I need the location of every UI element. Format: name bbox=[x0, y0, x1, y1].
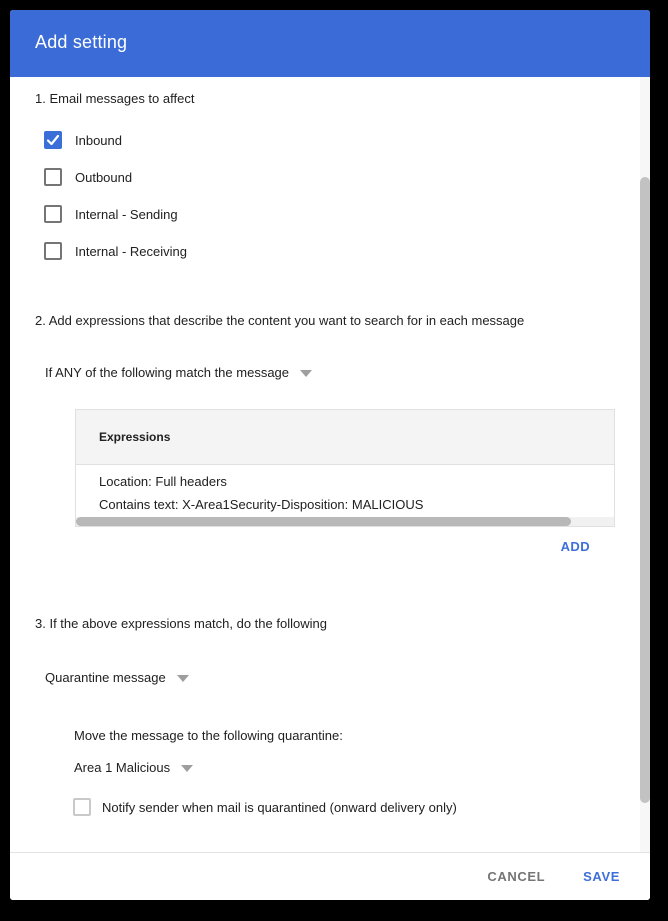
expressions-table-header bbox=[76, 410, 614, 465]
outbound-checkbox[interactable] bbox=[44, 168, 62, 186]
expression-row: Contains text: X-Area1Security-Disposition: MALICIOUS bbox=[99, 497, 424, 512]
quarantine-destination-label: Move the message to the following quarantine: bbox=[74, 728, 343, 743]
quarantine-dropdown[interactable] bbox=[74, 758, 193, 776]
dialog-title: Add setting bbox=[35, 32, 128, 52]
inbound-checkbox[interactable] bbox=[44, 131, 62, 149]
expression-row: Location: Full headers bbox=[99, 474, 227, 489]
checkbox-label: Inbound bbox=[75, 132, 122, 148]
notify-sender-checkbox[interactable] bbox=[73, 798, 91, 816]
checkbox-label: Internal - Sending bbox=[75, 206, 178, 222]
dropdown-arrow-icon bbox=[177, 675, 189, 682]
dialog-header bbox=[10, 10, 650, 77]
checkbox-label: Internal - Receiving bbox=[75, 243, 187, 259]
internal-sending-checkbox[interactable] bbox=[44, 205, 62, 223]
match-type-dropdown-value: If ANY of the following match the message bbox=[45, 364, 290, 380]
checkbox-row-inbound[interactable] bbox=[44, 128, 187, 152]
checkbox-label: Notify sender when mail is quarantined (onward delivery only) bbox=[102, 799, 457, 815]
checkbox-label: Outbound bbox=[75, 169, 133, 185]
expressions-table bbox=[75, 409, 615, 527]
dialog-footer bbox=[10, 852, 650, 900]
expressions-table-header-label: Expressions bbox=[99, 430, 171, 444]
checkbox-row-internal-receiving[interactable] bbox=[44, 239, 187, 263]
dropdown-arrow-icon bbox=[181, 765, 193, 772]
section2-heading: 2. Add expressions that describe the content you want to search for in each message bbox=[35, 313, 525, 328]
check-icon bbox=[44, 131, 62, 149]
action-dropdown-value: Quarantine message bbox=[45, 669, 166, 685]
message-type-checkbox-group bbox=[44, 128, 187, 276]
action-dropdown[interactable] bbox=[45, 668, 189, 686]
expressions-table-body bbox=[76, 465, 614, 516]
internal-receiving-checkbox[interactable] bbox=[44, 242, 62, 260]
checkbox-row-outbound[interactable] bbox=[44, 165, 187, 189]
horizontal-scrollbar-thumb[interactable] bbox=[76, 517, 571, 526]
section1-heading: 1. Email messages to affect bbox=[35, 91, 195, 106]
section3-heading: 3. If the above expressions match, do the following bbox=[35, 616, 327, 631]
save-button[interactable]: SAVE bbox=[583, 869, 620, 884]
match-type-dropdown[interactable] bbox=[45, 363, 312, 381]
dropdown-arrow-icon bbox=[300, 370, 312, 377]
add-setting-dialog bbox=[10, 10, 650, 900]
checkbox-row-internal-sending[interactable] bbox=[44, 202, 187, 226]
checkbox-row-notify-sender[interactable] bbox=[73, 795, 457, 819]
quarantine-dropdown-value: Area 1 Malicious bbox=[74, 759, 171, 775]
vertical-scrollbar-thumb[interactable] bbox=[640, 177, 650, 803]
cancel-button[interactable]: CANCEL bbox=[487, 869, 546, 884]
horizontal-scrollbar[interactable] bbox=[76, 517, 614, 526]
add-expression-button[interactable]: ADD bbox=[560, 539, 590, 554]
vertical-scrollbar[interactable] bbox=[640, 77, 650, 852]
